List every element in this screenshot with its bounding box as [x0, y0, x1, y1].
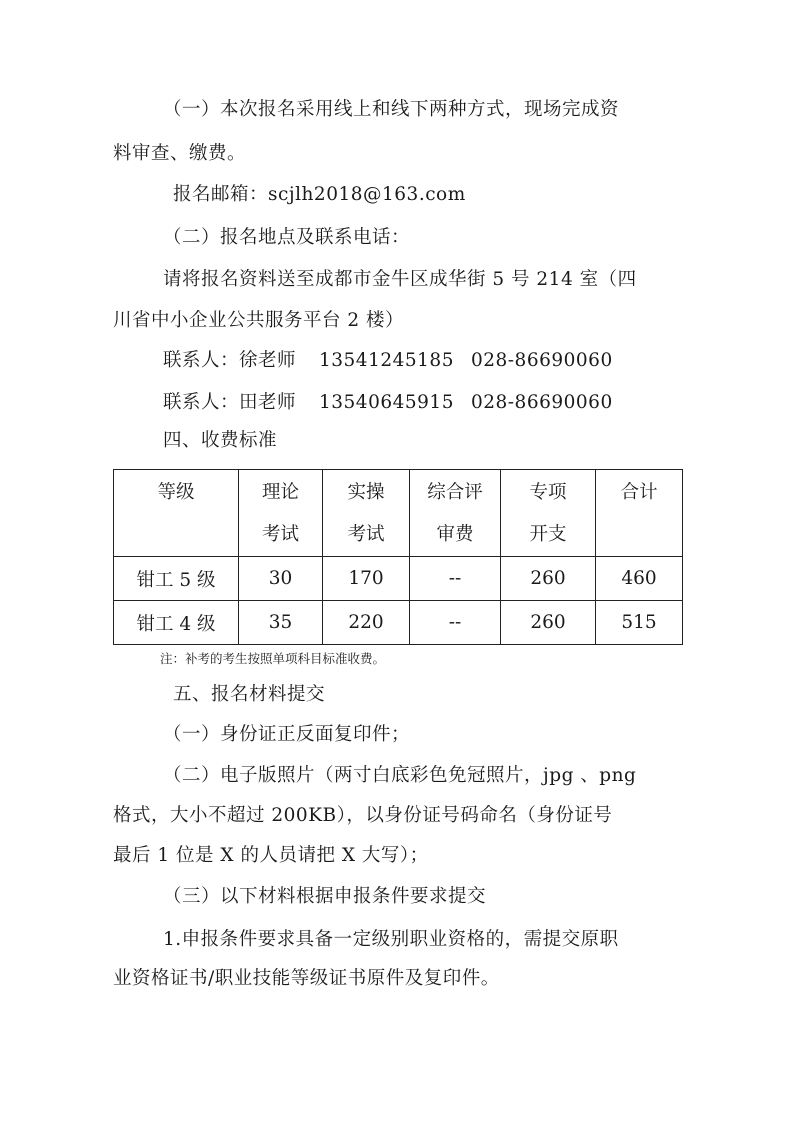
list-item: （一）身份证正反面复印件；	[163, 724, 411, 745]
table-cell: 35	[239, 601, 323, 645]
email-line: 报名邮箱：scjlh2018@163.com	[173, 184, 466, 205]
fee-table	[113, 469, 683, 645]
table-cell: 170	[323, 557, 410, 601]
contact-label: 联系人：徐老师	[163, 350, 297, 371]
contact-row	[163, 390, 613, 416]
header-cell: 实操 考试	[323, 470, 410, 557]
section-title: 四、收费标准	[163, 430, 278, 451]
contact-label: 联系人：田老师	[163, 392, 297, 413]
header-cell: 专项 开支	[501, 470, 596, 557]
table-cell: 260	[501, 557, 596, 601]
table-row	[114, 601, 683, 645]
contact-phone: 028-86690060	[471, 350, 613, 371]
paragraph-line: 业资格证书/职业技能等级证书原件及复印件。	[113, 968, 500, 989]
paragraph-line: 1.申报条件要求具备一定级别职业资格的，需提交原职	[163, 929, 619, 950]
table-cell: 30	[239, 557, 323, 601]
paragraph-line: 料审查、缴费。	[113, 143, 247, 164]
header-cell: 等级	[114, 470, 239, 557]
list-item: （三）以下材料根据申报条件要求提交	[163, 886, 487, 907]
paragraph-line: 格式，大小不超过 200KB），以身份证号码命名（身份证号	[113, 805, 613, 826]
table-cell: 460	[596, 557, 683, 601]
header-cell: 合计	[596, 470, 683, 557]
table-cell: --	[410, 601, 501, 645]
paragraph-line: 最后 1 位是 X 的人员请把 X 大写）；	[113, 845, 429, 866]
table-row	[114, 557, 683, 601]
table-cell: 515	[596, 601, 683, 645]
table-note: 注：补考的考生按照单项科目标准收费。	[160, 651, 386, 666]
table-cell: 220	[323, 601, 410, 645]
section-heading: （二）报名地点及联系电话：	[163, 227, 411, 248]
table-cell: 钳工 4 级	[114, 601, 239, 645]
paragraph-line: （一）本次报名采用线上和线下两种方式，现场完成资	[163, 99, 620, 120]
header-cell: 综合评 审费	[410, 470, 501, 557]
contact-mobile: 13540645915	[319, 392, 454, 413]
table-cell: --	[410, 557, 501, 601]
address-line: 川省中小企业公共服务平台 2 楼）	[113, 310, 405, 331]
table-cell: 钳工 5 级	[114, 557, 239, 601]
contact-row	[163, 348, 613, 374]
paragraph-line: （二）电子版照片（两寸白底彩色免冠照片，jpg 、png	[163, 765, 637, 786]
table-header-row	[114, 470, 683, 557]
address-line: 请将报名资料送至成都市金牛区成华街 5 号 214 室（四	[163, 269, 637, 290]
contact-mobile: 13541245185	[319, 350, 454, 371]
header-cell: 理论 考试	[239, 470, 323, 557]
table-cell: 260	[501, 601, 596, 645]
contact-phone: 028-86690060	[471, 392, 613, 413]
section-title: 五、报名材料提交	[173, 684, 326, 705]
